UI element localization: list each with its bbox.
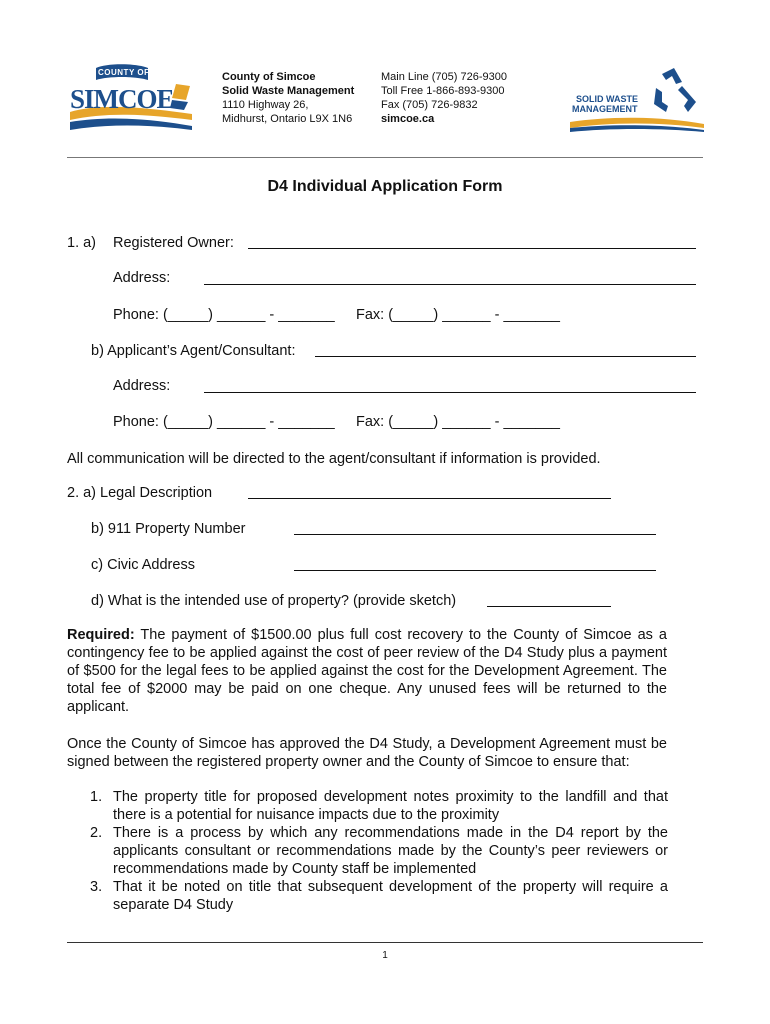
page-number: 1 <box>382 950 388 961</box>
list-text: The property title for proposed development notes proximity to the landfill and that there is a potential for nuisance impacts due to the proximity <box>113 789 668 823</box>
intended-use-field[interactable] <box>487 606 611 607</box>
required-text: The payment of $1500.00 plus full cost recovery to the County of Simcoe as a contingency fee to be applied against the cost of peer review of the D4 Study plus a payment of $500 for the legal fees to be applied against the cost for the Development Agreement. The total fee of $2000 may be paid on one cheque. Any unused fees will be returned to the applicant. <box>67 627 667 715</box>
owner-address-label: Address: <box>113 270 171 286</box>
logo-county-of-text: COUNTY OF <box>98 68 150 77</box>
contact-block <box>381 70 531 126</box>
list-item <box>90 788 668 824</box>
owner-address-field[interactable] <box>204 284 696 285</box>
owner-phone-field[interactable]: Phone: (_____) ______ - _______ <box>113 307 335 323</box>
intended-use-label: d) What is the intended use of property? (provide sketch) <box>91 593 457 609</box>
website: simcoe.ca <box>381 113 435 125</box>
page-title: D4 Individual Application Form <box>267 178 503 195</box>
owner-fax-field[interactable]: Fax: (_____) ______ - _______ <box>356 307 560 323</box>
civic-address-label: c) Civic Address <box>91 557 195 573</box>
agent-fax-field[interactable]: Fax: (_____) ______ - _______ <box>356 414 560 430</box>
list-number: 3. <box>90 879 103 895</box>
registered-owner-field[interactable] <box>248 248 696 249</box>
address-line-1: 1110 Highway 26, <box>222 99 309 111</box>
list-item <box>90 878 668 914</box>
address-line-2: Midhurst, Ontario L9X 1N6 <box>222 113 353 125</box>
agent-address-label: Address: <box>113 378 171 394</box>
footer-divider <box>67 942 703 943</box>
legal-description-field[interactable] <box>248 498 611 499</box>
agent-consultant-field[interactable] <box>315 356 696 357</box>
list-item <box>90 824 668 878</box>
property-number-label: b) 911 Property Number <box>91 521 246 537</box>
legal-description-label: 2. a) Legal Description <box>67 485 213 501</box>
list-number: 1. <box>90 789 103 805</box>
fax-number: Fax (705) 726-9832 <box>381 99 478 111</box>
communication-note: All communication will be directed to the agent/consultant if information is provided. <box>67 451 601 467</box>
agent-consultant-label: b) Applicant’s Agent/Consultant: <box>91 343 296 359</box>
org-name: County of Simcoe <box>222 71 316 83</box>
header-divider <box>67 157 703 158</box>
list-text: There is a process by which any recommendations made in the D4 report by the applicants consultant or recommendations made by the County’s peer reviewers or recommendations made by County staff be implemented <box>113 825 668 877</box>
civic-address-field[interactable] <box>294 570 656 571</box>
agent-address-field[interactable] <box>204 392 696 393</box>
q1-number: 1. a) <box>67 235 97 251</box>
registered-owner-label: Registered Owner: <box>113 235 234 251</box>
list-text: That it be noted on title that subsequent development of the property will require a separate D4 Study <box>113 879 668 913</box>
county-address-block <box>222 70 372 126</box>
county-of-simcoe-logo <box>66 64 196 136</box>
property-number-field[interactable] <box>294 534 656 535</box>
dept-name: Solid Waste Management <box>222 85 355 97</box>
swm-logo-line-2: MANAGEMENT <box>572 104 638 114</box>
solid-waste-management-logo <box>570 66 704 134</box>
agreement-intro: Once the County of Simcoe has approved the D4 Study, a Development Agreement must be signed between the registered property owner and the County of Simcoe to ensure that: <box>67 736 667 770</box>
list-number: 2. <box>90 825 103 841</box>
toll-free: Toll Free 1-866-893-9300 <box>381 85 505 97</box>
main-line: Main Line (705) 726-9300 <box>381 71 507 83</box>
required-label: Required: <box>67 627 135 643</box>
agent-phone-field[interactable]: Phone: (_____) ______ - _______ <box>113 414 335 430</box>
swm-logo-line-1: SOLID WASTE <box>576 94 639 104</box>
logo-simcoe-text: SIMCOE <box>70 84 174 114</box>
required-paragraph <box>67 626 667 716</box>
